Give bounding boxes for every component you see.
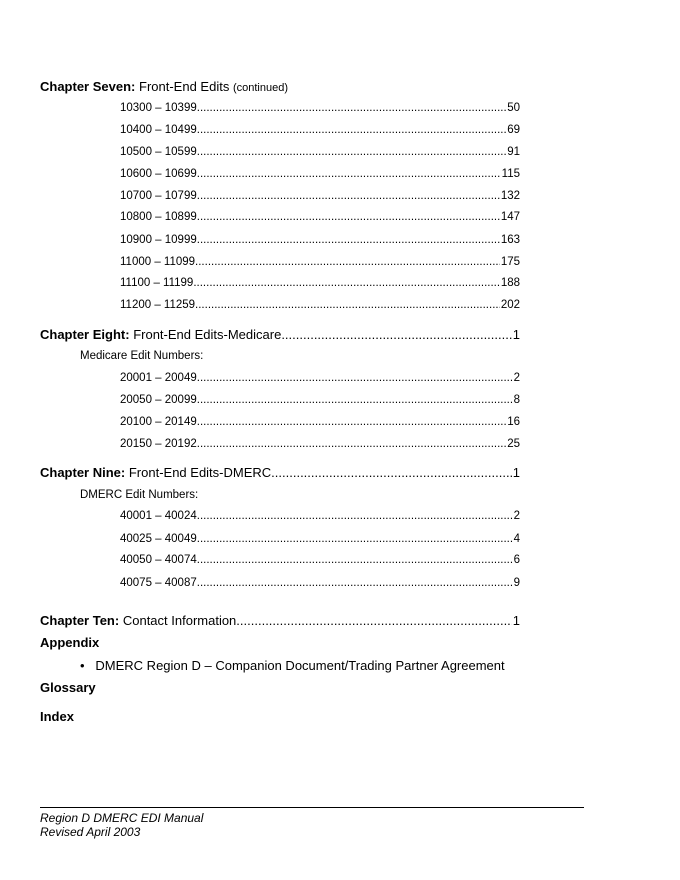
chapter-eight-subtitle: Front-End Edits-Medicare [133, 327, 282, 342]
toc-entry[interactable] [120, 372, 520, 384]
chapter-seven-subtitle: Front-End Edits [139, 79, 230, 94]
toc-range: 40075 – 40087 [120, 577, 197, 589]
dot-leader [271, 465, 512, 480]
appendix-bullet-item[interactable] [80, 658, 505, 673]
toc-page: 6 [513, 554, 520, 566]
toc-range: 11200 – 11259 [120, 299, 196, 311]
toc-entry[interactable] [120, 256, 520, 268]
dot-leader [197, 438, 506, 450]
index-heading[interactable]: Index [40, 709, 74, 724]
bullet-icon: • [80, 658, 85, 673]
dot-leader [197, 211, 500, 223]
footer-revision-date: Revised April 2003 [40, 825, 141, 839]
toc-page: 147 [500, 211, 520, 223]
toc-page: 69 [507, 124, 520, 136]
dot-leader [197, 102, 506, 114]
footer-divider [40, 807, 584, 808]
dot-leader [197, 124, 506, 136]
toc-entry[interactable] [120, 554, 520, 566]
toc-entry[interactable] [120, 234, 520, 246]
toc-page: 202 [500, 299, 520, 311]
toc-page: 1 [512, 613, 520, 628]
appendix-heading[interactable]: Appendix [40, 635, 100, 650]
toc-entry[interactable] [120, 146, 520, 158]
chapter-nine-subtitle: Front-End Edits-DMERC [128, 465, 272, 480]
toc-page: 25 [507, 438, 520, 450]
medicare-edit-numbers-label: Medicare Edit Numbers: [80, 350, 204, 362]
dot-leader [197, 372, 513, 384]
toc-page: 132 [500, 190, 520, 202]
toc-page: 50 [507, 102, 520, 114]
toc-page: 4 [513, 533, 520, 545]
dot-leader [197, 394, 513, 406]
chapter-ten-title: Chapter Ten: [40, 613, 120, 628]
chapter-eight-title: Chapter Eight: [40, 327, 130, 342]
toc-entry[interactable] [120, 299, 520, 311]
toc-page: 1 [512, 465, 520, 480]
toc-entry[interactable] [120, 416, 520, 428]
toc-page: 2 [513, 510, 520, 522]
appendix-bullet-text: DMERC Region D – Companion Document/Trading Partner Agreement [95, 658, 505, 673]
toc-range: 11100 – 11199 [120, 277, 194, 289]
toc-range: 20150 – 20192 [120, 438, 197, 450]
toc-entry[interactable] [120, 438, 520, 450]
chapter-nine-entry[interactable] [40, 465, 520, 480]
toc-range: 20001 – 20049 [120, 372, 197, 384]
toc-entry[interactable] [120, 211, 520, 223]
toc-range: 40001 – 40024 [120, 510, 197, 522]
dot-leader [197, 416, 506, 428]
toc-entry[interactable] [120, 533, 520, 545]
chapter-nine-title: Chapter Nine: [40, 465, 126, 480]
dot-leader [197, 554, 513, 566]
dmerc-edit-numbers-label: DMERC Edit Numbers: [80, 489, 199, 501]
toc-range: 11000 – 11099 [120, 256, 196, 268]
dot-leader [197, 234, 500, 246]
toc-entry[interactable] [120, 277, 520, 289]
toc-page: 9 [513, 577, 520, 589]
chapter-seven-title: Chapter Seven: [40, 79, 136, 94]
toc-range: 10400 – 10499 [120, 124, 197, 136]
dot-leader [193, 277, 499, 289]
dot-leader [197, 146, 506, 158]
toc-entry[interactable] [120, 168, 520, 180]
dot-leader [281, 327, 511, 342]
toc-range: 10900 – 10999 [120, 234, 197, 246]
toc-page: 115 [501, 168, 520, 180]
toc-entry[interactable] [120, 394, 520, 406]
toc-entry[interactable] [120, 577, 520, 589]
chapter-ten-entry[interactable] [40, 613, 520, 628]
toc-range: 20100 – 20149 [120, 416, 197, 428]
dot-leader [197, 510, 513, 522]
toc-entry[interactable] [120, 510, 520, 522]
dot-leader [236, 613, 511, 628]
dot-leader [197, 168, 501, 180]
toc-page: 1 [512, 327, 520, 342]
dot-leader [195, 256, 500, 268]
toc-range: 10300 – 10399 [120, 102, 197, 114]
toc-range: 40025 – 40049 [120, 533, 197, 545]
toc-page: 2 [513, 372, 520, 384]
toc-entry[interactable] [120, 190, 520, 202]
dot-leader [197, 533, 513, 545]
toc-range: 10500 – 10599 [120, 146, 197, 158]
toc-page: 91 [507, 146, 520, 158]
chapter-seven-heading [40, 79, 288, 94]
chapter-ten-subtitle: Contact Information [122, 613, 237, 628]
dot-leader [197, 190, 500, 202]
toc-range: 20050 – 20099 [120, 394, 197, 406]
toc-entry[interactable] [120, 102, 520, 114]
toc-range: 10800 – 10899 [120, 211, 197, 223]
toc-page: 175 [500, 256, 520, 268]
toc-page: 188 [500, 277, 520, 289]
chapter-seven-note: (continued) [232, 82, 288, 94]
glossary-heading[interactable]: Glossary [40, 680, 96, 695]
toc-range: 40050 – 40074 [120, 554, 197, 566]
toc-page: 16 [507, 416, 520, 428]
footer-manual-title: Region D DMERC EDI Manual [40, 811, 204, 825]
toc-range: 10700 – 10799 [120, 190, 197, 202]
dot-leader [197, 577, 513, 589]
toc-page: 8 [513, 394, 520, 406]
dot-leader [195, 299, 500, 311]
toc-page: 163 [500, 234, 520, 246]
toc-entry[interactable] [120, 124, 520, 136]
toc-range: 10600 – 10699 [120, 168, 197, 180]
chapter-eight-entry[interactable] [40, 327, 520, 342]
